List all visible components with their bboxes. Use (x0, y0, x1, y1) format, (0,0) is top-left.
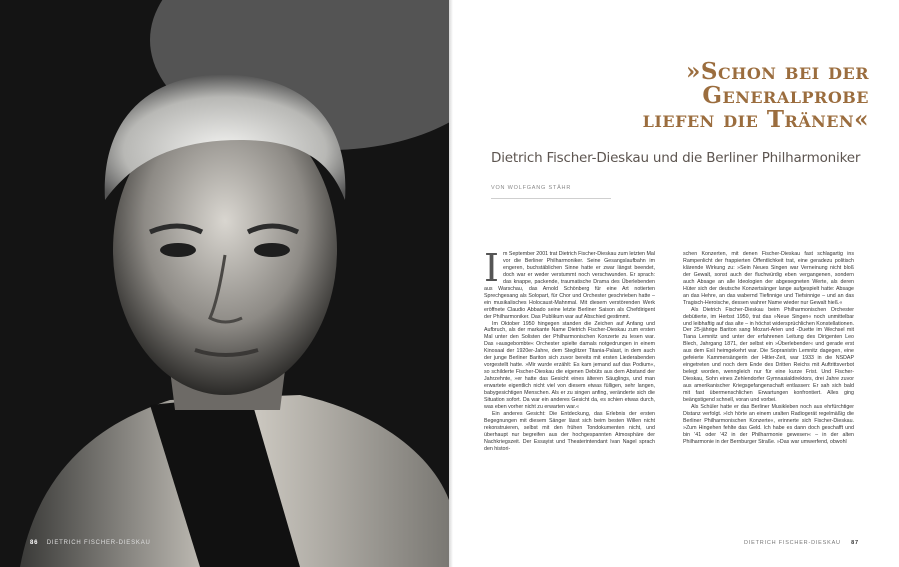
article-column-2 (683, 251, 854, 446)
right-page-footer (744, 540, 859, 546)
paragraph: Als Dietrich Fischer-Dieskau beim Philharmonischen Orchester debütierte, im Herbst 1950, trat das »Neue Singen« noch unmittelbar und leibhaftig auf das alte – in höchst widersprüchlichen Konstellationen. Der 25-jährige Bariton sang Mozart-Arien und -Duette im Wechsel mit Tiana Lemnitz und unter der erfahrenen Leitung des Dirigenten Leo Blech, Jahrgang 1871, der selbst ein »Überlebender« und gerade erst aus dem Exil heimgekehrt war. Die Sopranistin Lemnitz dagegen, eine gefeierte Kammersängerin der Hitler-Zeit, war 1933 in die NSDAP eingetreten und noch dem Ende des Dritten Reichs mit Auftrittsverbot belegt worden, wenngleich nur für eine kurze Frist. Und Fischer-Dieskau, Sohn eines Zehlendorfer Gymnasialdirektors, drei Jahre zuvor aus amerikanischer Kriegsgefangenschaft entlassen: Er sah sich bald mit fast übermenschlichen Erwartungen konfrontiert. Alles ging beängstigend schnell, voran und vorbei. (683, 306, 854, 404)
headline-line: Generalprobe (702, 82, 869, 109)
portrait-photo (0, 0, 449, 567)
drop-cap: I (484, 246, 500, 290)
paragraph: Ein anderes Gesicht: Die Entdeckung, das Erlebnis der ersten Begegnungen mit diesem Sänger lässt sich beim besten Willen nicht rekonstruieren, selbst mit den frühen Tondokumenten nicht, und überhaupt nur begreifen aus der hochgespannten Atmosphäre der Nachkriegszeit. Der Essayist und Theaterintendant Ivan Nagel sprach den histori- (484, 410, 655, 452)
article-column-1 (484, 246, 655, 453)
paragraph: schen Konzerten, mit denen Fischer-Dieskau fast schlagartig ins Rampenlicht der frappierten Öffentlichkeit trat, eine geradezu politisch klärende Wirkung zu: »Sein Neues Singen war Verneinung nicht bloß der Gewalt, sonst auch der fluchwürdig eben vergangenen, sondern auch Absage an alle Ideologien der abgesegneten Werte, als deren Hüter sich der deutsche Konzertsänger lange aufgespielt hatte: Absage an das Hehre, an das wabernd Tiefinnige und Tiefsinnige – und an das Tragisch-Heroische, dessen wahrer Name wieder nur Gewalt hieß.« (683, 251, 854, 306)
byline-divider (491, 198, 611, 199)
paragraph (484, 246, 655, 321)
byline: VON WOLFGANG STÄHR (491, 185, 572, 191)
article-subtitle: Dietrich Fischer-Dieskau und die Berliner Philharmoniker (491, 150, 861, 166)
left-page-number: 86 (30, 540, 39, 546)
right-running-head: DIETRICH FISCHER-DIESKAU (744, 540, 841, 546)
right-page-number: 87 (851, 540, 859, 546)
paragraph-text: m September 2001 trat Dietrich Fischer-Dieskau zum letzten Mal vor die Berliner Philharmoniker. Seine Gesangslaufbahn im engeren, buchstäblichen Sinne hatte er zwar längst beendet, doch war er weder verstummt noch verschwunden. Er sprach: das knappe, packende, traumatische Drama des Überlebenden aus Warschau, das Arnold Schönberg für eine Art notierten Sprechgesang als Solopart, für Chor und Orchester geschrieben hatte – ein musikalisches Holocaust-Mahnmal. Mit diesem verstörenden Werk eröffnete Claudio Abbado seine letzte Berliner Saison als Chefdirigent der Philharmoniker. Das Publikum war auf Abschied gestimmt. (484, 251, 655, 320)
headline-line: »Schon bei der (686, 58, 869, 85)
paragraph: Als Schüler hatte er das Berliner Musikleben noch aus ehrfürchtiger Distanz verfolgt. »Ich hörte an einem uralten Radiogerät regelmäßig die Berliner Philharmonischen Konzerte«, erinnerte sich Fischer-Dieskau. »Zum Hingehen fehlte das Geld. Ich habe es dann doch geschafft und bin '41 oder '42 in der Philharmonie gewesen« – in der alten Philharmonie in der Bernburger Straße. »Das war umwerfend, obwohl (683, 403, 854, 445)
portrait-illustration (0, 0, 449, 567)
article-headline (489, 60, 869, 132)
left-running-head: DIETRICH FISCHER-DIESKAU (46, 540, 151, 546)
left-page-footer (30, 540, 151, 546)
paragraph: Im Oktober 1950 hingegen standen die Zeichen auf Anfang und Aufbruch, als der markante Name Dietrich Fischer-Dieskau zum ersten Mal unter den Solisten der Philharmonischen Konzerte zu lesen war. Das »ausgebombte« Orchester spielte damals notgedrungen in einem Kinosaal der 1920er-Jahre, dem Steglitzer Titania-Palast, in dem auch der junge Berliner Bariton sich zuvor bereits mit ersten Liederabenden vorgestellt hatte. »Mir wurde erzählt: Es kam jemand auf das Podium«, so schilderte Fischer-Dieskau die eigenen Debüts aus dem Abstand der Jahrzehnte, »er hatte das Gesicht eines älteren Säuglings, und man erwartete eigentlich nicht viel von diesem etwas fülligen, sehr langen, babygesichtigen Menschen. Als er zu singen anfing, veränderte sich die Situation sofort. Da war ein anderes Gesicht da, es schien etwas durch, was eben vorher nicht zu erwarten war.« (484, 320, 655, 410)
headline-line: liefen die Tränen« (642, 106, 869, 133)
